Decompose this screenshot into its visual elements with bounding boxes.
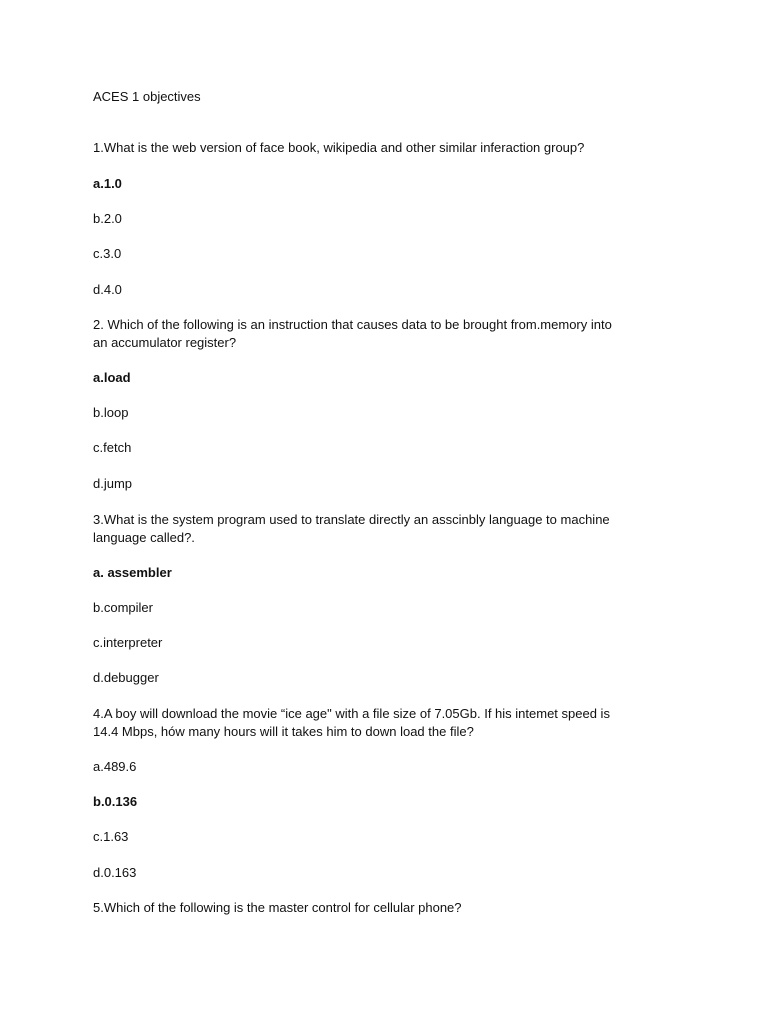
question-2-choice-d: d.jump	[93, 476, 133, 491]
question-4-choice-b: b.0.136	[93, 794, 138, 809]
question-5-text: 5.Which of the following is the master control for cellular phone?	[93, 900, 462, 915]
question-3-choice-a: a. assembler	[93, 565, 172, 580]
question-2-choice-a: a.load	[93, 370, 131, 385]
question-4-choice-c: c.1.63	[93, 829, 129, 844]
question-4-choice-a: a.489.6	[93, 759, 137, 774]
question-4-text-line-2: 14.4 Mbps, hów many hours will it takes him to down load the file?	[93, 724, 474, 739]
question-4-choice-d: d.0.163	[93, 865, 137, 880]
question-3-text-line-1: 3.What is the system program used to translate directly an asscinbly language to machine	[93, 512, 610, 527]
question-1-choice-b: b.2.0	[93, 211, 122, 226]
question-3-choice-c: c.interpreter	[93, 635, 163, 650]
question-1-text: 1.What is the web version of face book, wikipedia and other similar inferaction group?	[93, 140, 585, 155]
question-1-choice-c: c.3.0	[93, 246, 122, 261]
question-4-text-line-1: 4.A boy will download the movie “ice age" with a file size of 7.05Gb. If his intemet speed is	[93, 706, 610, 721]
question-3-choice-d: d.debugger	[93, 670, 159, 685]
question-3-choice-b: b.compiler	[93, 600, 153, 615]
question-3-text-line-2: language called?.	[93, 530, 195, 545]
question-2-choice-c: c.fetch	[93, 440, 132, 455]
question-2-text-line-1: 2. Which of the following is an instruction that causes data to be brought from.memory into	[93, 317, 612, 332]
document-title: ACES 1 objectives	[93, 89, 201, 104]
question-2-choice-b: b.loop	[93, 405, 129, 420]
question-2-text-line-2: an accumulator register?	[93, 335, 237, 350]
question-1-choice-d: d.4.0	[93, 282, 122, 297]
question-1-choice-a: a.1.0	[93, 176, 122, 191]
